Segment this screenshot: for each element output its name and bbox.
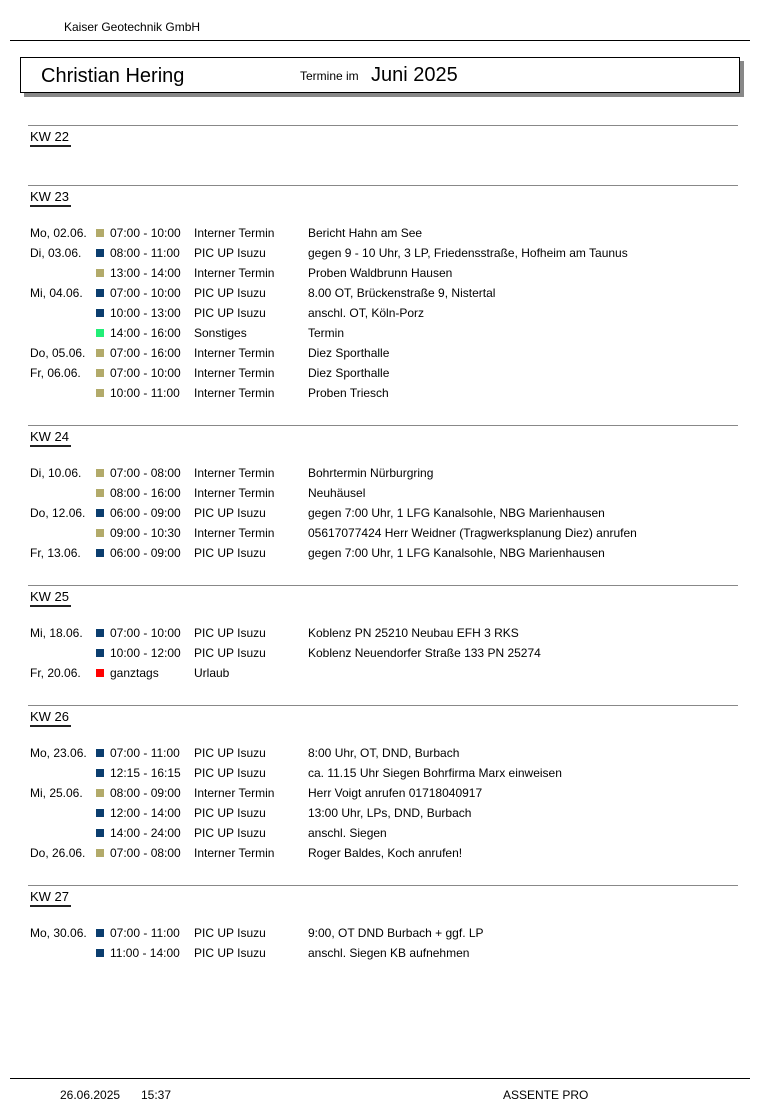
appointment-time: 07:00 - 10:00 [110, 286, 181, 300]
appointment-description: 8:00 Uhr, OT, DND, Burbach [308, 746, 460, 760]
appointment-row [28, 643, 738, 663]
appointment-type: Interner Termin [194, 386, 275, 400]
appointment-day: Mi, 04.06. [30, 286, 83, 300]
appointment-row [28, 783, 738, 803]
appointment-day: Fr, 20.06. [30, 666, 81, 680]
week-spacer [28, 863, 738, 885]
appointment-type: Interner Termin [194, 266, 275, 280]
appointment-type: Interner Termin [194, 226, 275, 240]
week-header [28, 586, 738, 623]
appointment-description: Diez Sporthalle [308, 366, 390, 380]
appointment-description: Proben Triesch [308, 386, 389, 400]
appointment-type: Interner Termin [194, 526, 275, 540]
appointment-type: Interner Termin [194, 846, 275, 860]
week-section [28, 125, 738, 185]
appointment-type: PIC UP Isuzu [194, 826, 266, 840]
appointment-description: gegen 7:00 Uhr, 1 LFG Kanalsohle, NBG Marienhausen [308, 506, 605, 520]
appointment-row [28, 623, 738, 643]
appointment-description: Koblenz PN 25210 Neubau EFH 3 RKS [308, 626, 519, 640]
appointment-day: Do, 12.06. [30, 506, 86, 520]
appointment-type: PIC UP Isuzu [194, 766, 266, 780]
week-header [28, 886, 738, 923]
appointment-row [28, 343, 738, 363]
appointment-description: anschl. OT, Köln-Porz [308, 306, 425, 320]
appointment-time: 07:00 - 08:00 [110, 466, 181, 480]
week-header [28, 126, 738, 163]
category-color-marker [96, 309, 104, 317]
appointment-time: 10:00 - 11:00 [110, 386, 180, 400]
category-color-marker [96, 369, 104, 377]
appointment-day: Mo, 30.06. [30, 926, 87, 940]
category-color-marker [96, 849, 104, 857]
appointment-row [28, 483, 738, 503]
appointment-type: Interner Termin [194, 346, 275, 360]
appointment-list [28, 223, 738, 403]
appointment-description: ca. 11.15 Uhr Siegen Bohrfirma Marx einweisen [308, 766, 562, 780]
week-section [28, 185, 738, 425]
category-color-marker [96, 789, 104, 797]
appointment-type: PIC UP Isuzu [194, 546, 266, 560]
appointment-time: 08:00 - 09:00 [110, 786, 181, 800]
appointment-row [28, 923, 738, 943]
week-header [28, 706, 738, 743]
appointment-row [28, 303, 738, 323]
appointment-time: 07:00 - 10:00 [110, 226, 181, 240]
week-section [28, 705, 738, 885]
appointment-description: Termin [308, 326, 345, 340]
week-spacer [28, 963, 738, 985]
week-section [28, 425, 738, 585]
appointment-description: gegen 9 - 10 Uhr, 3 LP, Friedensstraße, Hofheim am Taunus [308, 246, 628, 260]
appointment-time: 07:00 - 08:00 [110, 846, 181, 860]
appointment-description: Neuhäusel [308, 486, 366, 500]
appointment-row [28, 803, 738, 823]
appointment-row [28, 843, 738, 863]
appointment-row [28, 503, 738, 523]
category-color-marker [96, 529, 104, 537]
appointment-list [28, 923, 738, 963]
print-date: 26.06.2025 [60, 1088, 121, 1102]
appointment-row [28, 463, 738, 483]
appointment-time: 07:00 - 10:00 [110, 366, 181, 380]
appointment-time: 07:00 - 11:00 [110, 926, 180, 940]
appointment-time: 13:00 - 14:00 [110, 266, 181, 280]
category-color-marker [96, 549, 104, 557]
appointment-row [28, 943, 738, 963]
appointment-row [28, 383, 738, 403]
appointment-time: 14:00 - 24:00 [110, 826, 181, 840]
appointment-list [28, 463, 738, 563]
category-color-marker [96, 249, 104, 257]
appointment-time: 08:00 - 16:00 [110, 486, 181, 500]
appointment-day: Mo, 23.06. [30, 746, 87, 760]
appointment-type: PIC UP Isuzu [194, 506, 266, 520]
category-color-marker [96, 229, 104, 237]
appointment-type: Interner Termin [194, 486, 275, 500]
appointment-time: 12:00 - 14:00 [110, 806, 181, 820]
appointment-row [28, 523, 738, 543]
week-label: KW 24 [30, 429, 71, 447]
appointment-row [28, 223, 738, 243]
appointment-description: Bericht Hahn am See [308, 226, 423, 240]
weeks-list [28, 125, 738, 985]
week-label: KW 27 [30, 889, 71, 907]
category-color-marker [96, 349, 104, 357]
week-label: KW 26 [30, 709, 71, 727]
category-color-marker [96, 669, 104, 677]
week-spacer [28, 683, 738, 705]
appointment-description: Roger Baldes, Koch anrufen! [308, 846, 463, 860]
appointment-type: PIC UP Isuzu [194, 306, 266, 320]
appointment-type: PIC UP Isuzu [194, 746, 266, 760]
appointment-time: 12:15 - 16:15 [110, 766, 181, 780]
appointment-day: Di, 03.06. [30, 246, 82, 260]
appointment-type: PIC UP Isuzu [194, 946, 266, 960]
appointment-time: 14:00 - 16:00 [110, 326, 181, 340]
category-color-marker [96, 509, 104, 517]
appointment-time: 06:00 - 09:00 [110, 546, 181, 560]
appointment-type: PIC UP Isuzu [194, 806, 266, 820]
appointment-time: 09:00 - 10:30 [110, 526, 181, 540]
appointment-type: PIC UP Isuzu [194, 926, 266, 940]
appointment-day: Mi, 25.06. [30, 786, 83, 800]
category-color-marker [96, 329, 104, 337]
appointment-list [28, 623, 738, 683]
week-spacer [28, 163, 738, 185]
category-color-marker [96, 649, 104, 657]
appointment-description: 13:00 Uhr, LPs, DND, Burbach [308, 806, 472, 820]
appointment-day: Mo, 02.06. [30, 226, 87, 240]
appointment-time: 06:00 - 09:00 [110, 506, 181, 520]
category-color-marker [96, 949, 104, 957]
appointment-row [28, 543, 738, 563]
appointment-row [28, 743, 738, 763]
appointment-day: Mi, 18.06. [30, 626, 83, 640]
week-section [28, 885, 738, 985]
category-color-marker [96, 629, 104, 637]
week-header [28, 186, 738, 223]
appointment-time: 08:00 - 11:00 [110, 246, 180, 260]
appointment-list [28, 743, 738, 863]
appointment-type: Urlaub [194, 666, 230, 680]
appointment-day: Fr, 13.06. [30, 546, 81, 560]
appointment-row [28, 283, 738, 303]
appointment-row [28, 263, 738, 283]
appointment-type: Sonstiges [194, 326, 247, 340]
week-label: KW 25 [30, 589, 71, 607]
category-color-marker [96, 289, 104, 297]
category-color-marker [96, 809, 104, 817]
category-color-marker [96, 489, 104, 497]
appointment-day: Di, 10.06. [30, 466, 82, 480]
appointment-type: Interner Termin [194, 786, 275, 800]
appointment-row [28, 323, 738, 343]
category-color-marker [96, 269, 104, 277]
appointment-time: 07:00 - 10:00 [110, 626, 181, 640]
appointment-row [28, 763, 738, 783]
appointment-time: 10:00 - 12:00 [110, 646, 181, 660]
appointment-description: 05617077424 Herr Weidner (Tragwerksplanung Diez) anrufen [308, 526, 637, 540]
week-spacer [28, 563, 738, 585]
header-divider [10, 40, 750, 41]
appointment-description: Proben Waldbrunn Hausen [308, 266, 453, 280]
print-time: 15:37 [141, 1088, 172, 1102]
appointment-time: 07:00 - 11:00 [110, 746, 180, 760]
appointment-type: PIC UP Isuzu [194, 286, 266, 300]
appointment-time: 11:00 - 14:00 [110, 946, 180, 960]
appointment-description: Herr Voigt anrufen 01718040917 [308, 786, 483, 800]
week-header [28, 426, 738, 463]
termine-label: Termine im [300, 69, 359, 83]
appointment-description: Diez Sporthalle [308, 346, 390, 360]
appointment-description: Koblenz Neuendorfer Straße 133 PN 25274 [308, 646, 541, 660]
appointment-type: Interner Termin [194, 466, 275, 480]
appointment-description: gegen 7:00 Uhr, 1 LFG Kanalsohle, NBG Marienhausen [308, 546, 605, 560]
appointment-type: PIC UP Isuzu [194, 626, 266, 640]
week-section [28, 585, 738, 705]
appointment-description: 8.00 OT, Brückenstraße 9, Nistertal [308, 286, 496, 300]
category-color-marker [96, 389, 104, 397]
appointment-day: Do, 26.06. [30, 846, 86, 860]
appointment-row [28, 663, 738, 683]
appointment-row [28, 243, 738, 263]
appointment-time: ganztags [110, 666, 159, 680]
category-color-marker [96, 829, 104, 837]
appointment-day: Fr, 06.06. [30, 366, 81, 380]
product-name: ASSENTE PRO [503, 1088, 589, 1102]
appointment-type: PIC UP Isuzu [194, 246, 266, 260]
footer-divider [10, 1078, 750, 1079]
appointment-description: anschl. Siegen [308, 826, 387, 840]
appointment-type: PIC UP Isuzu [194, 646, 266, 660]
week-label: KW 23 [30, 189, 71, 207]
appointment-day: Do, 05.06. [30, 346, 86, 360]
category-color-marker [96, 469, 104, 477]
appointment-description: Bohrtermin Nürburgring [308, 466, 434, 480]
title-box [20, 57, 740, 93]
category-color-marker [96, 929, 104, 937]
category-color-marker [96, 769, 104, 777]
week-label: KW 22 [30, 129, 71, 147]
report-month: Juni 2025 [371, 64, 458, 86]
appointment-row [28, 823, 738, 843]
appointment-row [28, 363, 738, 383]
appointment-type: Interner Termin [194, 366, 275, 380]
company-name: Kaiser Geotechnik GmbH [64, 20, 201, 34]
appointment-time: 07:00 - 16:00 [110, 346, 181, 360]
appointment-description: 9:00, OT DND Burbach + ggf. LP [308, 926, 484, 940]
category-color-marker [96, 749, 104, 757]
appointment-time: 10:00 - 13:00 [110, 306, 181, 320]
appointment-description: anschl. Siegen KB aufnehmen [308, 946, 470, 960]
week-spacer [28, 403, 738, 425]
person-name: Christian Hering [41, 65, 185, 87]
